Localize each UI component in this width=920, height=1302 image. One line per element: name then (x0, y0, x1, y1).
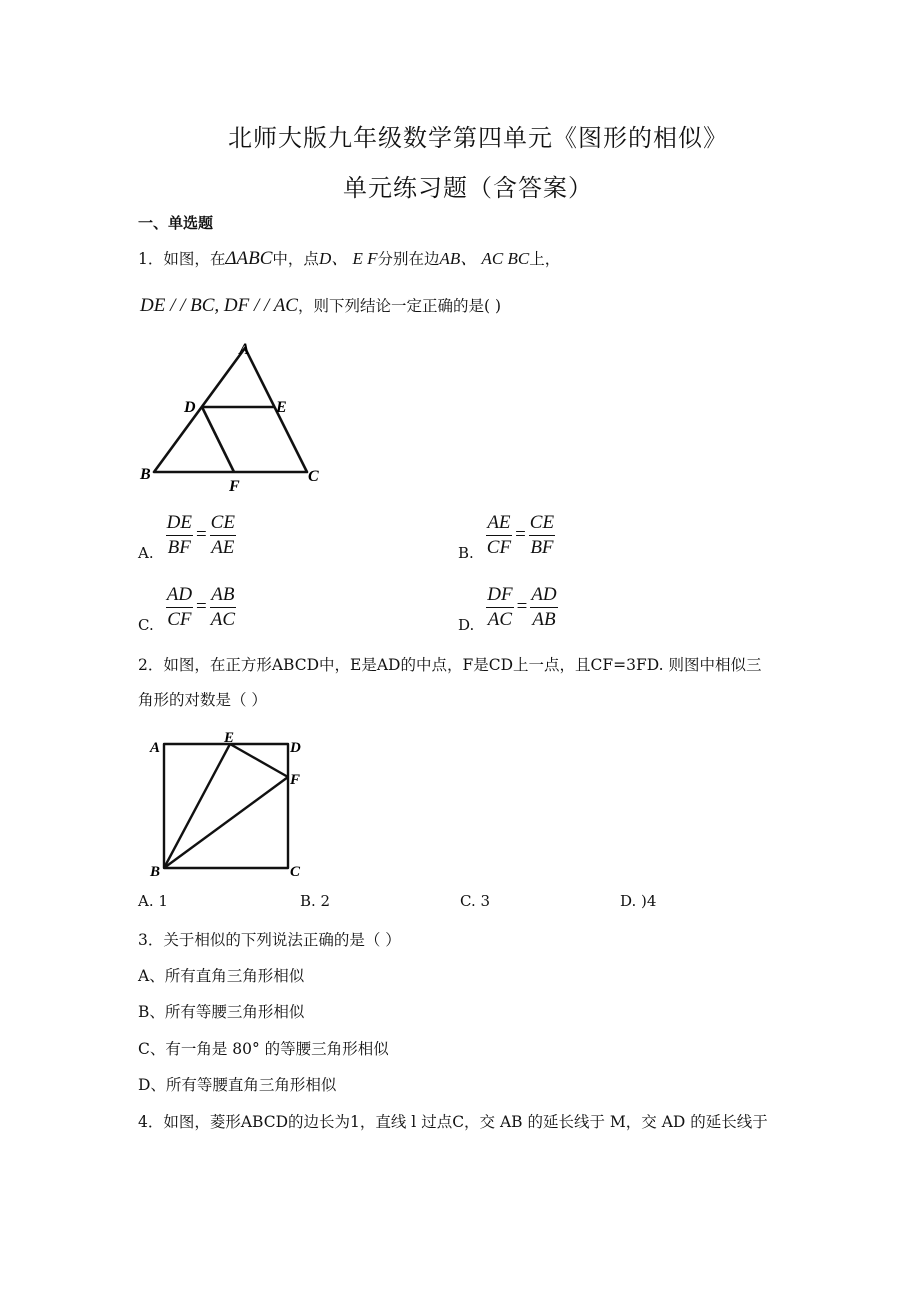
q2-label-D: D (290, 740, 301, 756)
q2-square-figure (140, 722, 340, 884)
option-letter: B. (458, 544, 474, 562)
q2-stem-line1: 2．如图，在正方形ABCD中，E是AD的中点，F是CD上一点，且CF=3FD. 则图中相似三 (138, 656, 762, 674)
q2-stem-line2: 角形的对数是（ ） (138, 691, 267, 709)
numerator: AD (166, 583, 193, 608)
q4-stem: 4．如图，菱形ABCD的边长为1，直线 l 过点C，交 AB 的延长线于 M，交 AD 的延长线于 (138, 1113, 768, 1131)
q2-label-F: F (290, 772, 301, 788)
q1-number: 1．如图，在 (138, 250, 226, 268)
numerator: DE (166, 511, 193, 536)
q1-option-d[interactable] (458, 580, 558, 634)
q1-option-c[interactable] (138, 580, 236, 634)
q1-label-D: D (184, 399, 196, 416)
q1-label-A: A (239, 341, 250, 358)
q1-text: 中，点 (272, 250, 319, 268)
denominator: CF (486, 536, 512, 558)
q1-triangle: ΔABC (225, 248, 273, 269)
q2-label-B: B (150, 864, 161, 880)
q3-option-d[interactable]: D、所有等腰直角三角形相似 (138, 1076, 337, 1094)
equals-sign: = (196, 596, 207, 617)
q1-question: ，则下列结论一定正确的是( ) (297, 297, 502, 315)
page-subtitle: 单元练习题（含答案） (343, 174, 593, 202)
option-letter: C. (138, 616, 154, 634)
q2-option-a[interactable]: A. 1 (138, 892, 168, 910)
q2-label-C: C (290, 864, 301, 880)
page-title: 北师大版九年级数学第四单元《图形的相似》 (228, 124, 728, 152)
denominator: AE (211, 536, 235, 558)
fraction (486, 511, 512, 560)
q1-label-E: E (276, 399, 287, 416)
denominator: AC (210, 608, 236, 630)
numerator: CE (529, 511, 555, 536)
numerator: CE (210, 511, 236, 536)
fraction (166, 511, 193, 560)
option-letter: A. (138, 544, 154, 562)
numerator: AE (486, 511, 511, 536)
q3-option-a[interactable]: A、所有直角三角形相似 (138, 967, 305, 985)
fraction (210, 583, 236, 632)
q1-option-b[interactable] (458, 508, 555, 562)
q1-points: D、 E F (318, 249, 378, 268)
q3-stem: 3．关于相似的下列说法正确的是（ ） (138, 931, 401, 949)
fraction (210, 511, 236, 560)
q2-option-d[interactable]: D. )4 (620, 892, 657, 910)
q1-label-B: B (140, 466, 151, 483)
denominator: BF (530, 536, 554, 558)
fraction (530, 583, 557, 632)
denominator: CF (167, 608, 192, 630)
numerator: AB (210, 583, 235, 608)
denominator: AB (532, 608, 556, 630)
q3-option-c[interactable]: C、有一角是 80° 的等腰三角形相似 (138, 1040, 389, 1058)
q2-label-E: E (224, 730, 235, 746)
q3-option-b[interactable]: B、所有等腰三角形相似 (138, 1003, 305, 1021)
q1-text: 分别在边 (377, 250, 440, 268)
equals-sign: = (195, 524, 207, 545)
equals-sign: = (516, 596, 528, 617)
option-letter: D. (458, 616, 475, 634)
q1-label-C: C (308, 468, 319, 485)
fraction (166, 583, 193, 632)
q1-sides: AB、 AC BC (439, 249, 530, 268)
q1-triangle-figure (130, 335, 330, 495)
fraction (529, 511, 555, 560)
q2-option-b[interactable]: B. 2 (300, 892, 331, 910)
section-heading: 一、单选题 (138, 214, 214, 232)
q1-condition: DE / / BC, DF / / AC (140, 295, 298, 316)
q1-label-F: F (229, 478, 240, 495)
q1-text: 上， (529, 250, 561, 268)
q1-line1 (138, 244, 560, 270)
denominator: BF (167, 536, 191, 558)
equals-sign: = (515, 524, 526, 545)
fraction (486, 583, 513, 632)
numerator: AD (530, 583, 557, 608)
q2-option-c[interactable]: C. 3 (460, 892, 491, 910)
q1-option-a[interactable] (138, 508, 236, 562)
denominator: AC (487, 608, 513, 630)
q2-label-A: A (150, 740, 161, 756)
numerator: DF (486, 583, 513, 608)
q1-line2 (140, 294, 501, 317)
